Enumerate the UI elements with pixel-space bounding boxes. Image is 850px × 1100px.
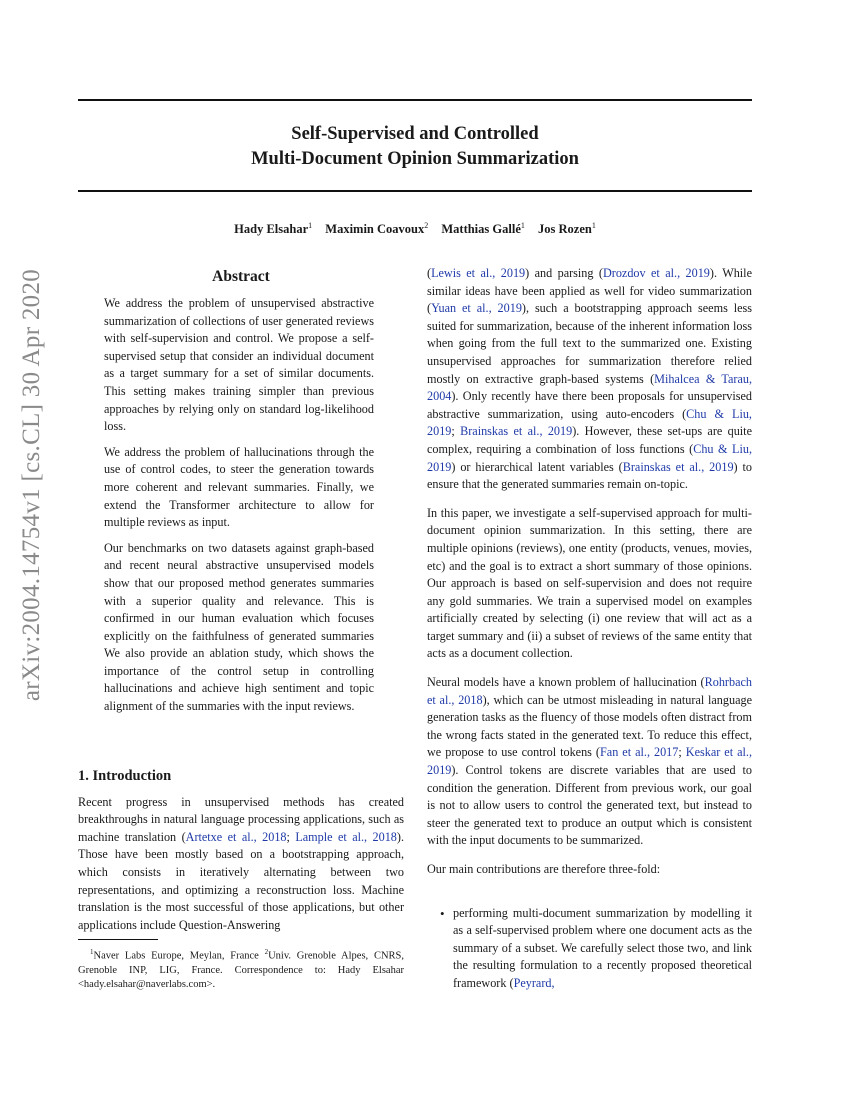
- author-affiliation-mark: 1: [520, 221, 525, 230]
- author: [538, 222, 596, 236]
- citation-link[interactable]: Keskar et al., 2019: [427, 745, 753, 778]
- list-item: [427, 905, 752, 993]
- author: [325, 222, 428, 236]
- body-paragraph: [427, 674, 752, 850]
- text-run: ) or hierarchical latent variables (: [451, 459, 623, 474]
- citation-link[interactable]: Fan et al., 2017: [600, 745, 679, 760]
- author-affiliation-mark: 1: [308, 221, 313, 230]
- text-run: ;: [451, 424, 461, 439]
- text-run: ). While similar ideas have been applied as well for video summarization (: [427, 266, 752, 316]
- citation-link[interactable]: Brainskas et al., 2019: [622, 459, 734, 474]
- citation-link[interactable]: Yuan et al., 2019: [431, 301, 522, 316]
- abstract-paragraph: Our benchmarks on two datasets against graph-based and recent neural abstractive unsupervised models show that our proposed method generates summaries with a superior quality and relevance. This is confirmed in our human evaluation which focuses explicitly on the faithfulness of generated summaries We also provide an ablation study, which shows the importance of the control setup in controlling hallucinations and achieve high sentiment and topic alignment of the summaries with the input reviews.: [104, 540, 374, 714]
- citation-link[interactable]: Lample et al., 2018: [295, 829, 397, 844]
- text-run: ) and parsing (: [525, 266, 603, 280]
- text-run: ), such a bootstrapping approach seems less suited for summarization, because of the inherent information loss when going from the full text to the summarized one. Existing unsupervised approaches for summarization therefore relied mostly on extractive graph-based systems (: [427, 301, 753, 386]
- citation-link[interactable]: Rohrbach et al., 2018: [427, 675, 752, 707]
- author-list: [78, 221, 752, 237]
- text-run: ). Only recently have there been proposals for unsupervised abstractive summarization, using auto-encoders (: [427, 389, 752, 421]
- paper-title-line-1: Self-Supervised and Controlled: [291, 124, 539, 144]
- citation-link[interactable]: Brainskas et al., 2019: [460, 424, 573, 439]
- citation-link[interactable]: Peyrard,: [513, 975, 555, 990]
- author-name: Hady Elsahar: [234, 222, 309, 237]
- text-run: ). However, these set-ups are quite complex, requiring a combination of loss functions (: [427, 424, 752, 456]
- text-run: ). Those have been mostly based on a bootstrapping approach, which consists in iteratively alternating between two representations, and optimizing a reconstruction loss. Machine translation is the most successful of those applications, but other applications include Question-Answering: [78, 829, 404, 932]
- author-name: Jos Rozen: [538, 222, 592, 237]
- author-name: Maximin Coavoux: [325, 222, 425, 237]
- footnote-text: Naver Labs Europe, Meylan, France: [93, 950, 265, 962]
- citation-link[interactable]: Drozdov et al., 2019: [602, 266, 710, 280]
- author: [234, 222, 312, 236]
- text-run: (: [427, 266, 432, 280]
- footnote-mark: 2: [264, 948, 269, 957]
- footnote: [78, 946, 404, 991]
- right-column: [427, 265, 752, 1004]
- arxiv-identifier: arXiv:2004.14754v1 [cs.CL] 30 Apr 2020: [18, 268, 45, 702]
- text-run: Recent progress in unsupervised methods has created breakthroughs in natural language processing applications, such as machine translation (: [78, 794, 404, 844]
- citation-link[interactable]: Lewis et al., 2019: [431, 266, 526, 280]
- text-run: ;: [678, 745, 686, 760]
- author-affiliation-mark: 2: [424, 221, 429, 230]
- footnote-rule: [78, 939, 158, 940]
- paper-title-line-2: Multi-Document Opinion Summarization: [251, 149, 579, 169]
- abstract-paragraph: We address the problem of unsupervised abstractive summarization of collections of user generated reviews with self-supervision and control. We propose a self-supervised setup that consider an individual document as a target summary for a set of similar documents. This setting makes training simpler than previous approaches by relying only on standard log-likelihood loss.: [104, 296, 374, 434]
- abstract-paragraph: We address the problem of hallucinations through the use of control codes, to steer the generation towards more coherent and relevant summaries. Finally, we extend the Transformer architecture to allow for multiple reviews as input.: [104, 444, 374, 530]
- text-run: ;: [286, 829, 296, 844]
- abstract-heading: Abstract: [212, 268, 270, 285]
- text-run: ), which can be utmost misleading in natural language generation tasks as the fluency of those models often distract from the wrong facts stated in the generated text. To reduce this effect, we propose to use control tokens (: [427, 692, 752, 760]
- text-run: ) to ensure that the generated summaries remain on-topic.: [427, 459, 752, 492]
- citation-link[interactable]: Mihalcea & Tarau, 2004: [427, 371, 752, 404]
- citation-link[interactable]: Chu & Liu, 2019: [427, 441, 752, 474]
- body-paragraph: Our main contributions are therefore three-fold:: [427, 862, 661, 876]
- intro-paragraph: [78, 794, 404, 935]
- body-paragraph: In this paper, we investigate a self-supervised approach for multi-document opinion summarization. In this setting, there are multiple opinions (reviews), one entity (products, venues, movies, etc) and the goal is to extract a short summary of those opinions. Our approach is based on self-supervision and does not require any gold summaries. We train a supervised model on examples artificially created by selecting (i) one review that will act as a target summary and (ii) a subset of reviews of the same entity that acts as a document collection.: [427, 505, 752, 661]
- title-rule-bottom: [78, 190, 752, 192]
- footnote-mark: 1: [90, 948, 94, 957]
- title-rule-top: [78, 99, 752, 101]
- text-run: Neural models have a known problem of hallucination (: [427, 675, 705, 690]
- citation-link[interactable]: Chu & Liu, 2019: [427, 406, 752, 439]
- citation-link[interactable]: Artetxe et al., 2018: [185, 829, 287, 844]
- abstract-body: [104, 295, 374, 716]
- text-run: ). Control tokens are discrete variables that are used to condition the generation. Different from previous work, our goal is not to allow users to control the generated text, but instead to steer the generated text to produce an output which is consistent with the input documents to be summarized.: [427, 763, 752, 848]
- author: [441, 222, 525, 236]
- contributions-list: [427, 905, 752, 993]
- body-paragraph: [427, 265, 752, 494]
- left-column: [78, 266, 404, 991]
- arxiv-stamp: [17, 268, 47, 702]
- footnote-text: Univ. Grenoble Alpes, CNRS, Grenoble INP, LIG, France. Correspondence to: Hady Elsahar <hady.elsahar@naverlabs.com>.: [78, 950, 404, 990]
- author-affiliation-mark: 1: [591, 221, 596, 230]
- section-heading-introduction: 1. Introduction: [78, 767, 172, 784]
- text-run: performing multi-document summarization by modelling it as a self-supervised problem where one document acts as the summary of a subset. We carefully select those two, and link the resulting formulation to a recently proposed theoretical framework (: [453, 905, 752, 990]
- author-name: Matthias Gallé: [441, 222, 521, 237]
